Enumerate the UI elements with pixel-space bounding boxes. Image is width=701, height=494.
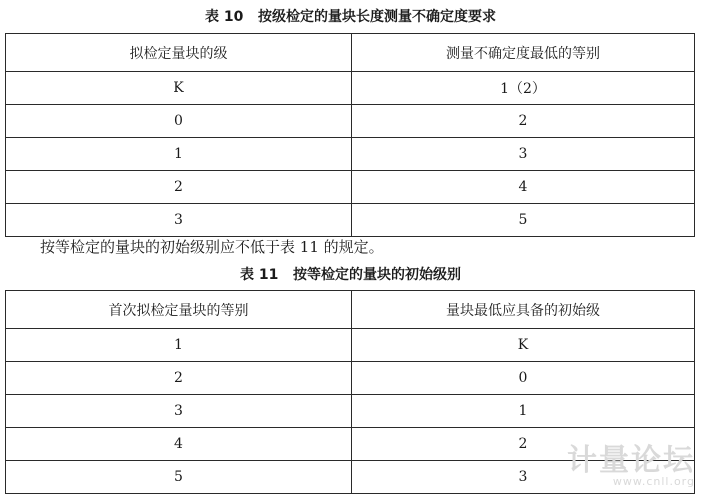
body-paragraph: 按等检定的量块的初始级别应不低于表 11 的规定。 (40, 238, 384, 256)
table-cell: 1 (6, 329, 352, 362)
table-11-caption: 表 11 按等检定的量块的初始级别 (240, 267, 461, 283)
table-row (6, 204, 695, 237)
table-cell: 1 (352, 395, 695, 428)
table-cell: 2 (6, 171, 352, 204)
table-row (6, 362, 695, 395)
table-cell: 3 (6, 395, 352, 428)
table-cell: 0 (6, 105, 352, 138)
table-cell: 1（2） (352, 72, 695, 105)
table-cell: 3 (6, 204, 352, 237)
table-row (6, 138, 695, 171)
table-cell: 5 (352, 204, 695, 237)
table-cell: 3 (352, 461, 695, 494)
table-cell: 3 (352, 138, 695, 171)
table-cell: 4 (352, 171, 695, 204)
table-row (6, 395, 695, 428)
header-cell: 测量不确定度最低的等别 (352, 34, 695, 72)
table-cell: K (6, 72, 352, 105)
table-cell: 0 (352, 362, 695, 395)
watermark (567, 443, 695, 488)
table-10 (5, 33, 695, 237)
table-header-row (6, 291, 695, 329)
table-cell: 5 (6, 461, 352, 494)
table-cell: 1 (6, 138, 352, 171)
table-header-row (6, 34, 695, 72)
header-cell: 首次拟检定量块的等别 (6, 291, 352, 329)
table-row (6, 171, 695, 204)
table-cell: 2 (352, 105, 695, 138)
table-cell: K (352, 329, 695, 362)
table-10-caption: 表 10 按级检定的量块长度测量不确定度要求 (205, 9, 496, 25)
table-row (6, 72, 695, 105)
header-cell: 拟检定量块的级 (6, 34, 352, 72)
table-cell: 2 (6, 362, 352, 395)
header-cell: 量块最低应具备的初始级 (352, 291, 695, 329)
watermark-title: 计量论坛 (567, 443, 695, 478)
table-cell: 4 (6, 428, 352, 461)
table-cell: 2 (352, 428, 695, 461)
table-row (6, 105, 695, 138)
watermark-url: www.cnll.org (612, 475, 695, 488)
table-row (6, 329, 695, 362)
